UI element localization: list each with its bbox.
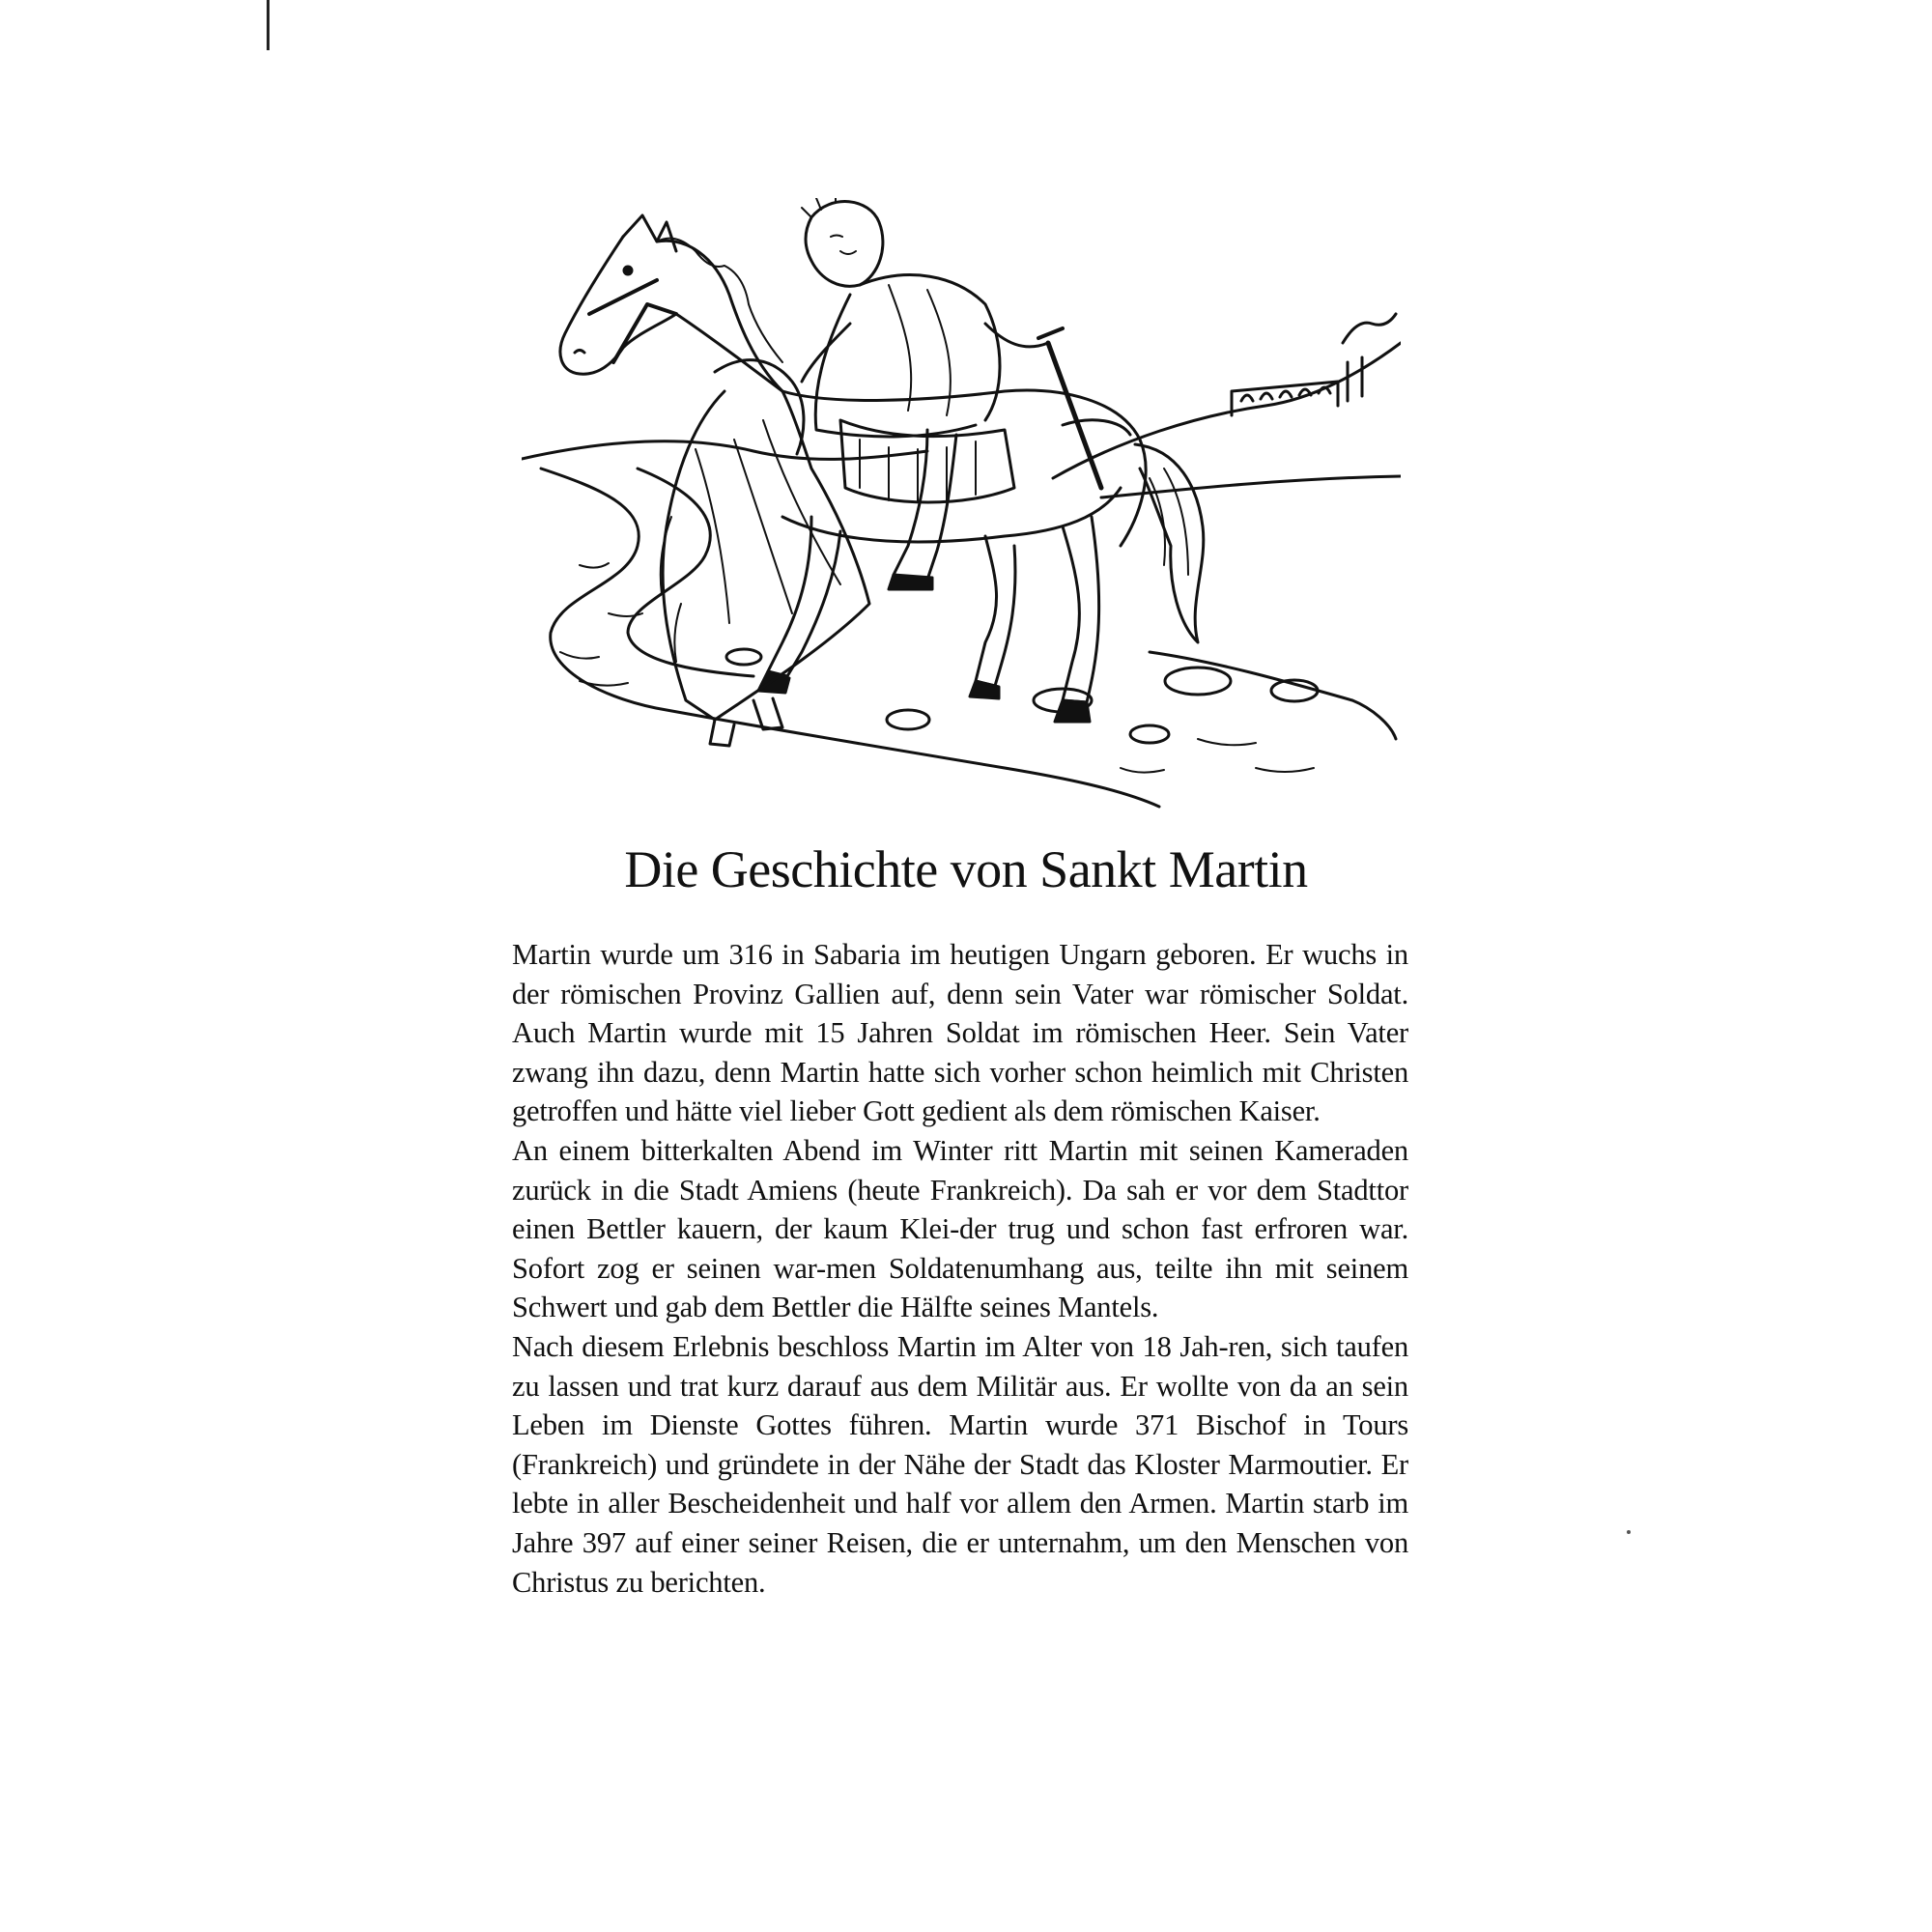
story-text bbox=[512, 935, 1408, 1602]
story-paragraph-2: An einem bitterkalten Abend im Winter ritt Martin mit seinen Kameraden zurück in die Stadt Amiens (heute Frankreich). Da sah er vor dem Stadttor einen Bettler kauern, der kaum Klei-der trug und schon fast erfroren war. Sofort zog er seinen war-men Soldatenumhang aus, teilte ihn mit seinem Schwert und gab dem Bettler die Hälfte seines Mantels. bbox=[512, 1133, 1408, 1324]
story-paragraph-1: Martin wurde um 316 in Sabaria im heutigen Ungarn geboren. Er wuchs in der römischen Provinz Gallien auf, denn sein Vater war römischer Soldat. Auch Martin wurde mit 15 Jahren Soldat im römischen Heer. Sein Vater zwang ihn dazu, denn Martin hatte sich vorher schon heimlich mit Christen getroffen und hätte viel lieber Gott gedient als dem römischen Kaiser. bbox=[512, 938, 1408, 1128]
scan-edge-mark bbox=[267, 0, 270, 50]
page-title: Die Geschichte von Sankt Martin bbox=[624, 840, 1308, 898]
scan-speck bbox=[1627, 1530, 1631, 1534]
story-paragraph-3: Nach diesem Erlebnis beschloss Martin im Alter von 18 Jah-ren, sich taufen zu lassen und trat kurz darauf aus dem Militär aus. Er wollte von da an sein Leben im Dienste Gottes führen. Martin wurde 371 Bischof in Tours (Frankreich) und gründete in der Nähe der Stadt das Kloster Marmoutier. Er lebte in aller Bescheidenheit und half vor allem den Armen. Martin starb im Jahre 397 auf einer seiner Reisen, die er unternahm, um den Menschen von Christus zu berichten. bbox=[512, 1329, 1408, 1599]
st-martin-illustration bbox=[522, 198, 1401, 816]
